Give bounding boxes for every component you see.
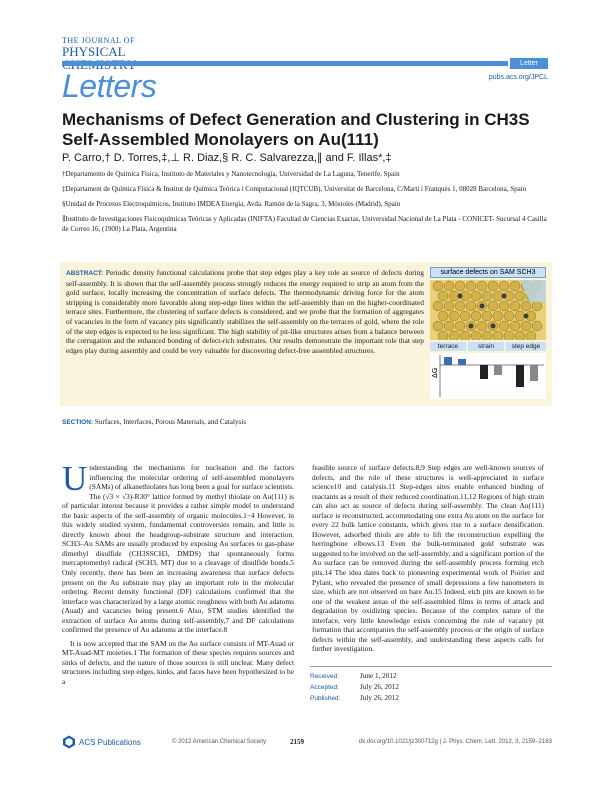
article-title: Mechanisms of Defect Generation and Clustering in CH3S Self-Assembled Monolayers on Au(111)	[62, 110, 530, 149]
section-text: Surfaces, Interfaces, Porous Materials, and Catalysis	[94, 418, 247, 426]
abstract	[66, 268, 424, 355]
date-row	[310, 693, 552, 704]
dropcap: U	[62, 459, 88, 498]
page-number: 2159	[290, 738, 304, 746]
date-value: July 26, 2012	[360, 694, 399, 702]
journal-name-line1: THE JOURNAL OF	[62, 36, 135, 45]
affiliation: ∥Instituto de Investigaciones Fisicoquímicas Teóricas y Aplicadas (INIFTA) Facultad de Ciencias Exactas, Universidad Nacional de La Plata - CONICET- Sucursal 4 Casilla de Correo 16, (1900) La Plata, Argentina	[62, 215, 547, 233]
publisher-logo[interactable]	[62, 735, 141, 749]
surface-lattice-figure	[430, 280, 546, 340]
date-value: July 26, 2012	[360, 683, 399, 691]
energy-bar-plot	[430, 353, 546, 399]
publisher-name: ACS Publications	[79, 737, 141, 747]
date-label: Published:	[310, 695, 341, 702]
body-paragraph: It is now accepted that the SAM on the Au surface consists of MT-Auad or MT-Auad-MT moieties.1 The formation of these species requires sources and sinks of defects, and the nature of those sources is still unclear. Many defect structures including step edges, kinks, and faces have been hypothesized to be a	[62, 638, 294, 687]
abstract-label: ABSTRACT:	[66, 270, 104, 277]
affiliation: †Departamento de Química Física, Instituto de Materiales y Nanotecnología, Universidad de La Laguna, Tenerife, Spain	[62, 170, 400, 178]
date-label: Received:	[310, 673, 339, 680]
body-text: nderstanding the mechanisms for nucleation and the factors influencing the molecular ordering of self-assembled monolayers (SAMs) of alkanethiolates has long been a goal for surface scientists. The (√3 × √3)-R30° lattice formed by methyl thiolate on Au(111) is of particular interest because it provides a rather simple model to understand the basic aspects of the self-assembly of organic molecules.1−4 However, in this widely studied system, fundamental controversies remain, and little is directly known about the headgroup-substrate structure and interaction. SCH3–Au SAMs are usually produced by exposing Au surfaces to gas-phase dimethyl disulfide (CH3SSCH3, DMDS) that spontaneously forms mercaptomethyl radical (SCH3, MT) due to a cleavage of disulfide bonds.5 Only recently, there has been an increasing awareness that surface defects present on the Au substrate may play an important role in the molecular ordering. Recent density functional (DF) calculations confirmed that the interface was characterized by a large atomic roughness with both Au adatoms (Auad) and vacancies being present.6 Also, STM studies identified the extraction of surface Au atoms during self-assembly,7 and DF calculations confirmed the presence of Au adatoms at the interface.8	[62, 463, 294, 635]
date-label: Accepted:	[310, 684, 339, 691]
affiliation: ‡Departament de Química Física & Institut de Química Teòrica i Computacional (IQTCUB), Universitat de Barcelona, C/Martí i Franquès 1, 08028 Barcelona, Spain	[62, 185, 527, 193]
body-paragraph: feasible source of surface defects.8,9 Step edges are well-known sources of defects, and the role of these structures is well-appreciated in surface science10 and catalysis.11 Step-edges sites enable enhanced binding of reactants as a result of their reduced coordination.11,12 Regions of high strain can also act as source of defects during self-assembly. The clean Au(111) surface is reconstructed, accommodating one extra Au atom on the surface for every 22 bulk lattice constants, which gives rise to a surface densification. However, adsorbed thiols are able to lift the reconstruction expelling the herringbone elbows.13 Even the bulk-terminated gold substrate was suggested to be involved on the self-assembly, and a significant portion of the Au surface can be removed during the self-assembly process forming etch pits.14 The idea dates back to pioneering experimental work of Poirier and Pylant, who revealed the presence of small depressions a few nanometers in size, which are not observed on bare Au.15 Indeed, etch pits are known to be one of the weakest areas of the self-assembled films in terms of attack and degradation by oxidizing species. Because of the complex nature of the interface, very little knowledge exists concerning the role of vacancy pit formation that accompanies the self-assembly process or the origin of surface defects within the self-assembly, and understanding these aspects calls for further investigation.	[312, 463, 544, 654]
toc-graphic	[430, 267, 546, 401]
journal-url[interactable]: pubs.acs.org/JPCL	[488, 74, 548, 81]
toc-label-strain: strain	[468, 342, 504, 351]
body-column-left	[62, 459, 294, 687]
journal-name-line2: PHYSICAL	[62, 44, 126, 59]
article-type-badge: Letter	[510, 58, 548, 69]
header-rule	[62, 61, 508, 66]
copyright: © 2012 American Chemical Society	[172, 739, 267, 745]
author-list: P. Carro,† D. Torres,‡,⊥ R. Diaz,§ R. C. Salvarezza,∥ and F. Illas*,‡	[62, 152, 392, 164]
affiliations	[62, 169, 552, 239]
acs-hexagon-icon	[62, 735, 76, 749]
toc-label-step-edge: step edge	[506, 342, 546, 351]
date-value: June 1, 2012	[360, 672, 397, 680]
doi-citation[interactable]: dx.doi.org/10.1021/jz300712g | J. Phys. Chem. Lett. 2012, 3, 2159−2163	[358, 739, 552, 745]
section-keywords	[62, 418, 246, 426]
body-column-right	[312, 463, 544, 654]
energy-axis-label: ΔG	[431, 367, 439, 378]
affiliation: §Unidad de Procesos Electroquímicos, Instituto IMDEA Energía, Avda. Ramón de la Sagra, 3, Móstoles (Madrid), Spain	[62, 200, 401, 208]
journal-name-line3: Letters	[62, 68, 157, 104]
body-paragraph	[62, 459, 294, 635]
date-row	[310, 671, 552, 682]
abstract-box	[60, 262, 552, 406]
date-row	[310, 682, 552, 693]
page-footer	[62, 735, 552, 749]
publication-dates	[310, 666, 552, 704]
abstract-text: Periodic density functional calculations probe that step edges play a key role as source of defects during self-assembly. It is shown that the self-assembly process strongly reduces the energy required to strip an atom from the gold surface, locally increasing the concentration of surface defects. The thermodynamic driving force for the atom stripping is considerably more favorable along step-edge lines within the self-assembly than on the higher-coordinated terrace sites. Furthermore, the clustering of surface defects is considered, and we probe that the formation of aggregates of vacancies in the form of vacancy pits significantly stabilizes the self-assembly on the terraces of gold, where the role of the step edges is expected to be less significant. The high stability of pit-like structures arises from a balance between the corrugation and the enhanced bonding of defect-rich substrates. Our results demonstrate the important role that step edges play during assembly and could be very valuable for discovering defect-free assembled structures.	[66, 268, 424, 355]
toc-title: surface defects on SAM SCH3	[430, 267, 546, 278]
journal-logo	[62, 36, 182, 104]
section-label: SECTION:	[62, 419, 94, 426]
toc-label-terrace: terrace	[430, 342, 466, 351]
